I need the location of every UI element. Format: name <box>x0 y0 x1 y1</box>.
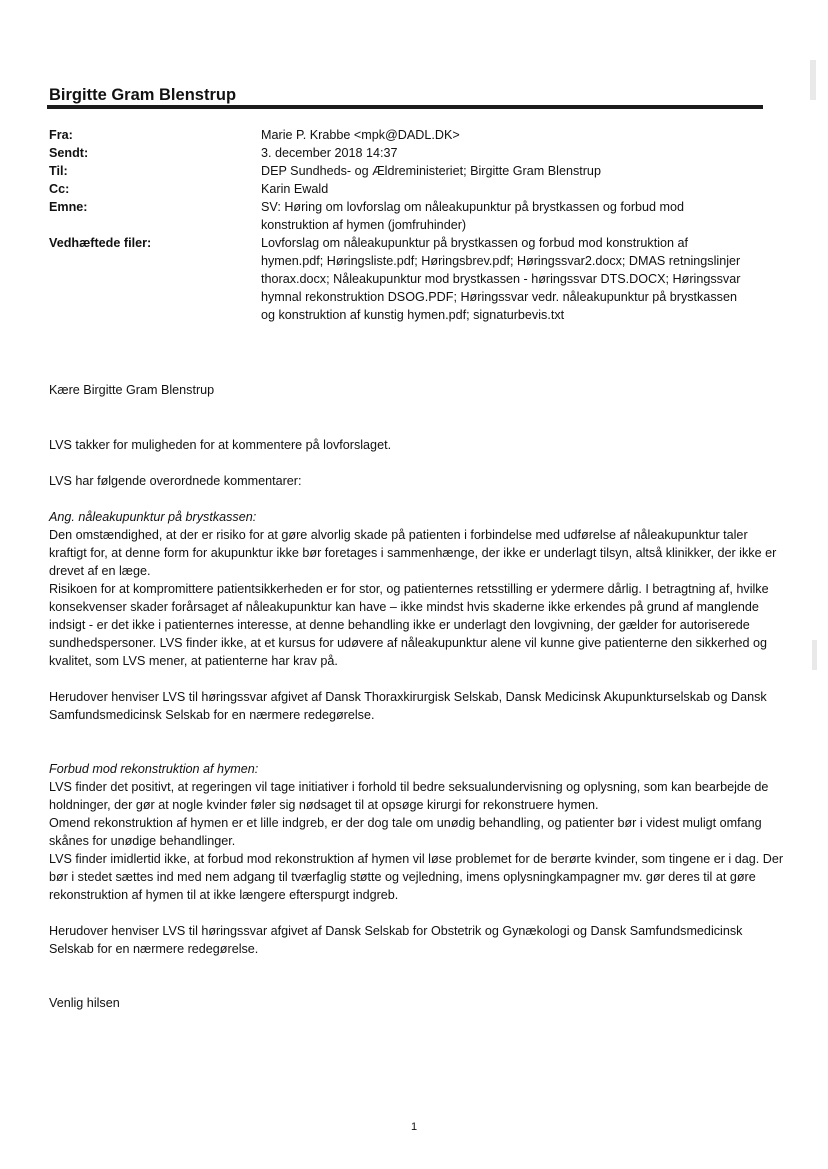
paragraph: Omend rekonstruktion af hymen er et lille indgreb, er der dog tale om unødig behandling, og patienter bør i videst muligt omfang skånes for unødige behandlinger. <box>49 816 762 848</box>
header-value: 3. december 2018 14:37 <box>261 146 398 160</box>
recipient-name: Birgitte Gram Blenstrup <box>49 86 237 104</box>
header-row-subject <box>49 198 769 234</box>
header-value: Karin Ewald <box>261 182 329 196</box>
header-label: Vedhæftede filer: <box>49 236 152 250</box>
letter-body <box>49 381 785 1012</box>
header-value: DEP Sundheds- og Ældreministeriet; Birgitte Gram Blenstrup <box>261 164 601 178</box>
page-number: 1 <box>410 1121 418 1133</box>
scan-edge-mark <box>812 640 817 670</box>
header-row-cc <box>49 180 769 198</box>
header-divider <box>47 105 763 109</box>
paragraph: Risikoen for at kompromittere patientsikkerheden er for stor, og patienternes retsstilling er ydermere dårlig. I betragtning af, hvilke konsekvenser skader forårsaget af nåleakupunktur kan have – ikke mindst hvis skaderne ikke erkendes på grund af manglende indsigt - er det ikke i patienternes interesse, at denne behandling ikke er underlagt den lovgivning, der gælder for autoriserede sundhedspersoner. LVS finder ikke, at et kursus for udøvere af nåleakupunktur alene vil kunne give patienterne den sikkerhed og kvalitet, som LVS mener, at patienterne har krav på. <box>49 582 769 668</box>
header-row-attachments <box>49 234 769 324</box>
header-value: SV: Høring om lovforslag om nåleakupunktur på brystkassen og forbud mod konstruktion af hymen (jomfruhinder) <box>261 200 685 232</box>
header-label: Til: <box>49 164 68 178</box>
header-row-sent <box>49 144 769 162</box>
paragraph: LVS finder det positivt, at regeringen vil tage initiativer i forhold til bedre seksualundervisning og oplysning, som kan bearbejde de holdninger, der gør at nogle kvinder føler sig nødsaget til at opsøge kirurgi for rekonstruere hymen. <box>49 780 769 812</box>
section-heading: Forbud mod rekonstruktion af hymen: <box>49 762 259 776</box>
header-label: Fra: <box>49 128 73 142</box>
header-label: Sendt: <box>49 146 89 160</box>
email-header <box>49 126 769 324</box>
closing: Venlig hilsen <box>49 996 120 1010</box>
paragraph: LVS finder imidlertid ikke, at forbud mod rekonstruktion af hymen vil løse problemet for de berørte kvinder, som tingene er i dag. Der bør i stedet sættes ind med nem adgang til tværfaglig støtte og vejledning, imens oplysningkampagner mv. gør deres til at gøre rekonstruktion af hymen til at ikke længere efterspurgt indgreb. <box>49 852 784 902</box>
header-row-to <box>49 162 769 180</box>
header-label: Emne: <box>49 200 88 214</box>
section-heading: Ang. nåleakupunktur på brystkassen: <box>49 510 257 524</box>
paragraph: LVS har følgende overordnede kommentarer: <box>49 474 302 488</box>
header-row-from <box>49 126 769 144</box>
paragraph: LVS takker for muligheden for at kommentere på lovforslaget. <box>49 438 392 452</box>
header-value: Marie P. Krabbe <mpk@DADL.DK> <box>261 128 460 142</box>
paragraph: Herudover henviser LVS til høringssvar afgivet af Dansk Selskab for Obstetrik og Gynækologi og Dansk Samfundsmedicinsk Selskab for en nærmere redegørelse. <box>49 924 743 956</box>
scan-edge-mark <box>810 60 816 100</box>
paragraph: Herudover henviser LVS til høringssvar afgivet af Dansk Thoraxkirurgisk Selskab, Dansk Medicinsk Akupunkturselskab og Dansk Samfundsmedicinsk Selskab for en nærmere redegørelse. <box>49 690 767 722</box>
header-label: Cc: <box>49 182 70 196</box>
attachments-list: Lovforslag om nåleakupunktur på brystkassen og forbud mod konstruktion af hymen.pdf; Høringsliste.pdf; Høringsbrev.pdf; Høringssvar2.docx; DMAS retningslinjer thorax.docx; Nåleakupunktur mod brystkassen - høringssvar DTS.DOCX; Høringssvar hymnal rekonstruktion DSOG.PDF; Høringssvar vedr. nåleakupunktur på brystkassen og konstruktion af kunstig hymen.pdf; signaturbevis.txt <box>261 236 741 322</box>
greeting: Kære Birgitte Gram Blenstrup <box>49 383 215 397</box>
paragraph: Den omstændighed, at der er risiko for at gøre alvorlig skade på patienten i forbindelse med udførelse af nåleakupunktur taler kraftigt for, at denne form for akupunktur ikke bør foretages i sammenhænge, der ikke er underlagt tilsyn, altså klinikker, der ikke er drevet af en læge. <box>49 528 777 578</box>
